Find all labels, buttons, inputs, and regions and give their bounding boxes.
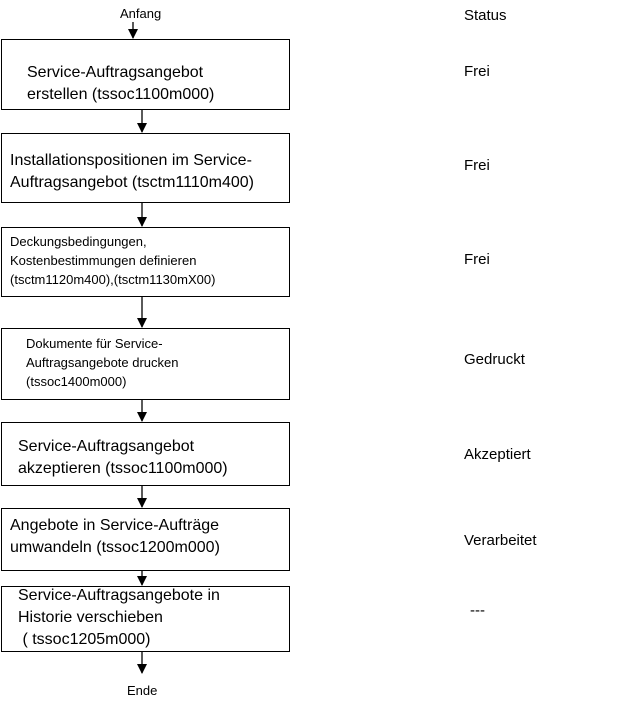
step-6-line-1: Angebote in Service-Aufträge — [10, 517, 220, 534]
step-6-status: Verarbeitet — [464, 532, 537, 549]
step-7-line-1: Service-Auftragsangebote in — [18, 587, 220, 604]
step-3-line-2: Kostenbestimmungen definieren — [10, 253, 197, 268]
step-1-line-2: erstellen (tssoc1100m000) — [27, 86, 215, 103]
step-4-line-1: Dokumente für Service- — [26, 336, 163, 351]
step-3-line-1: Deckungsbedingungen, — [10, 234, 147, 249]
step-1-line-1: Service-Auftragsangebot — [27, 64, 204, 81]
step-2-line-1: Installationspositionen im Service- — [10, 152, 252, 169]
step-2-status: Frei — [464, 157, 490, 174]
step-7-status: --- — [470, 602, 485, 619]
step-6-line-2: umwandeln (tssoc1200m000) — [10, 539, 220, 556]
step-5-status: Akzeptiert — [464, 446, 531, 463]
step-4-line-3: (tssoc1400m000) — [26, 374, 127, 389]
step-7-line-2: Historie verschieben — [18, 609, 163, 626]
end-label: Ende — [127, 683, 158, 698]
status-header: Status — [464, 7, 507, 24]
step-2-line-2: Auftragsangebot (tsctm1110m400) — [10, 174, 254, 191]
step-1-status: Frei — [464, 63, 490, 80]
step-4-status: Gedruckt — [464, 351, 525, 368]
step-3-status: Frei — [464, 251, 490, 268]
start-label: Anfang — [120, 6, 162, 21]
step-5-line-1: Service-Auftragsangebot — [18, 438, 195, 455]
step-3-line-3: (tsctm1120m400),(tsctm1130mX00) — [10, 272, 216, 287]
step-4-line-2: Auftragsangebote drucken — [26, 355, 179, 370]
step-7-line-3: ( tssoc1205m000) — [18, 631, 151, 648]
step-5-line-2: akzeptieren (tssoc1100m000) — [18, 460, 228, 477]
